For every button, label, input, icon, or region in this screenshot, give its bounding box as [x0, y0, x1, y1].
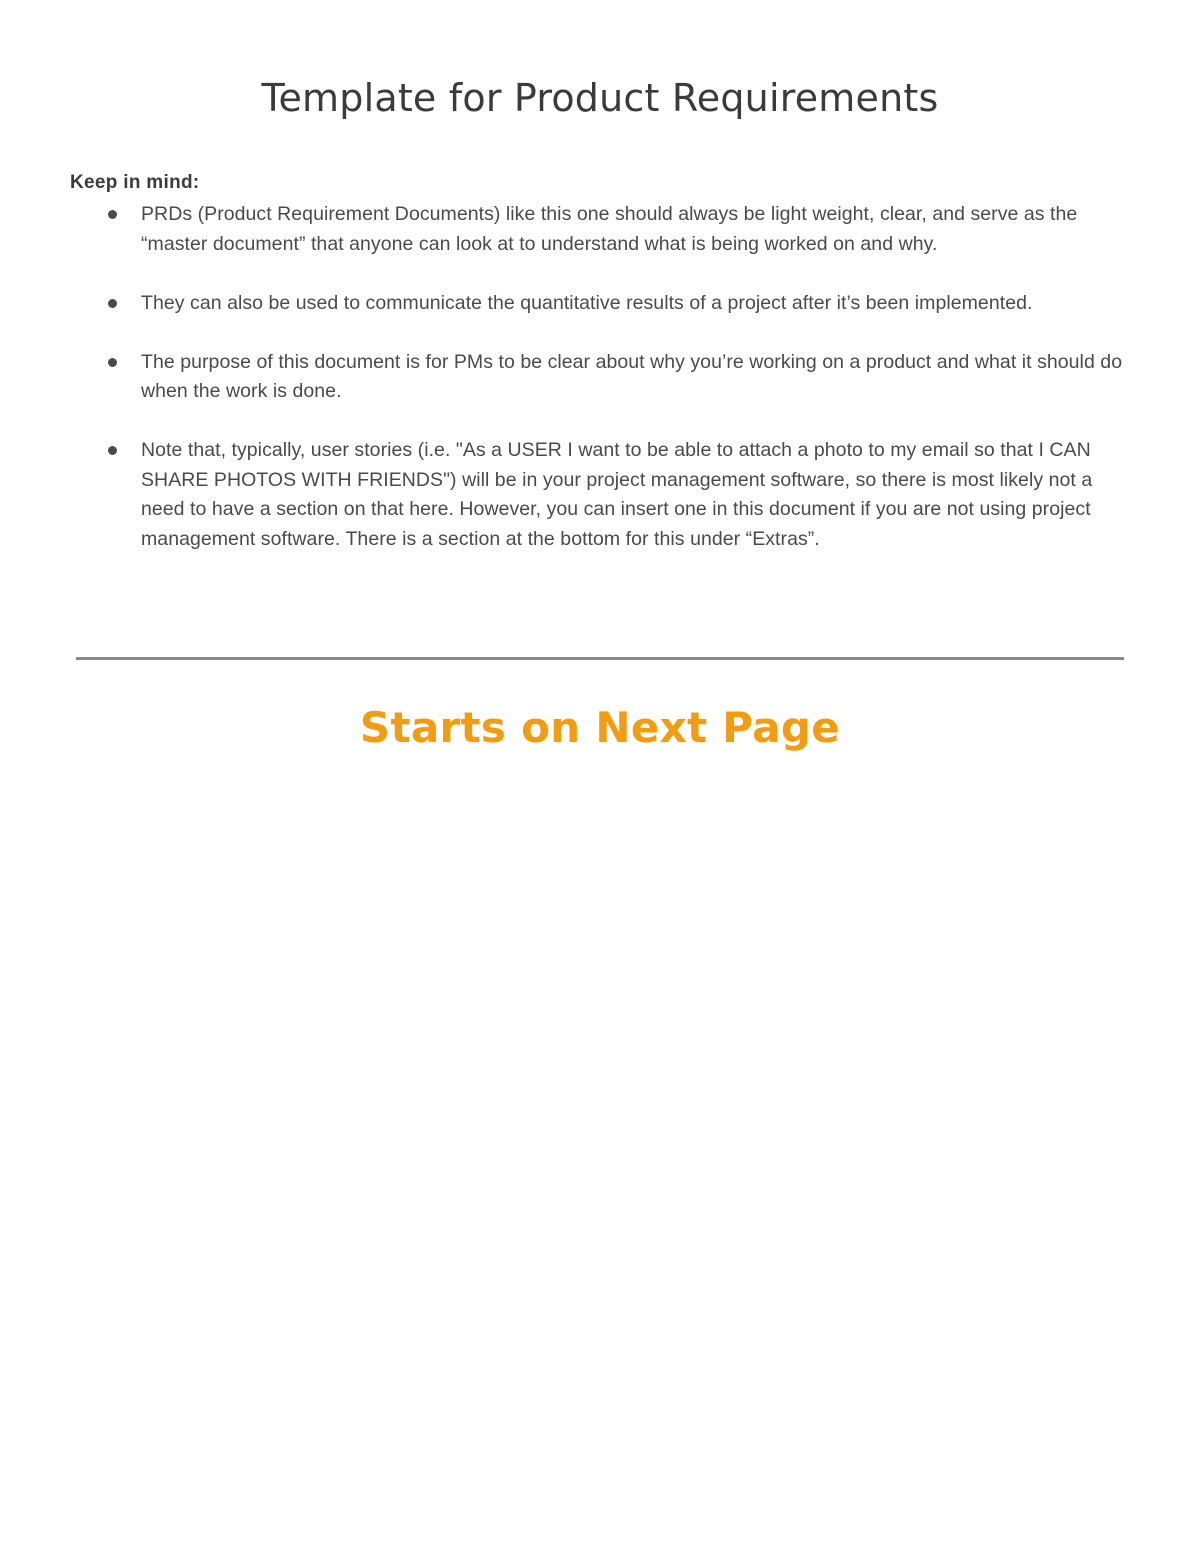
- horizontal-divider: [76, 657, 1124, 660]
- list-item: [0, 289, 1200, 319]
- bullet-dot-icon: [108, 299, 117, 308]
- page-title: Template for Product Requirements: [261, 76, 939, 120]
- bullet-dot-icon: [108, 358, 117, 367]
- list-item: [0, 348, 1200, 407]
- bullet-dot-icon: [108, 210, 117, 219]
- next-page-heading: Starts on Next Page: [359, 703, 841, 752]
- list-item-text: PRDs (Product Requirement Documents) like this one should always be light weight, clear, and serve as the “master document” that anyone can look at to understand what is being worked on and why.: [141, 203, 1078, 255]
- list-item-text: The purpose of this document is for PMs to be clear about why you’re working on a product and what it should do when the work is done.: [141, 350, 1123, 402]
- list-item-text: They can also be used to communicate the quantitative results of a project after it’s been implemented.: [141, 291, 1033, 314]
- bullet-dot-icon: [108, 446, 117, 455]
- list-item-text: Note that, typically, user stories (i.e. "As a USER I want to be able to attach a photo to my email so that I CAN SHARE PHOTOS WITH FRIENDS") will be in your project management software, so there is most likely not a need to have a section on that here. However, you can insert one in this document if you are not using project management software. There is a section at the bottom for this under “Extras”.: [141, 439, 1093, 550]
- list-item: [0, 436, 1200, 554]
- keep-in-mind-label: Keep in mind:: [70, 172, 200, 193]
- bullet-list: [0, 200, 1200, 584]
- list-item: [0, 200, 1200, 259]
